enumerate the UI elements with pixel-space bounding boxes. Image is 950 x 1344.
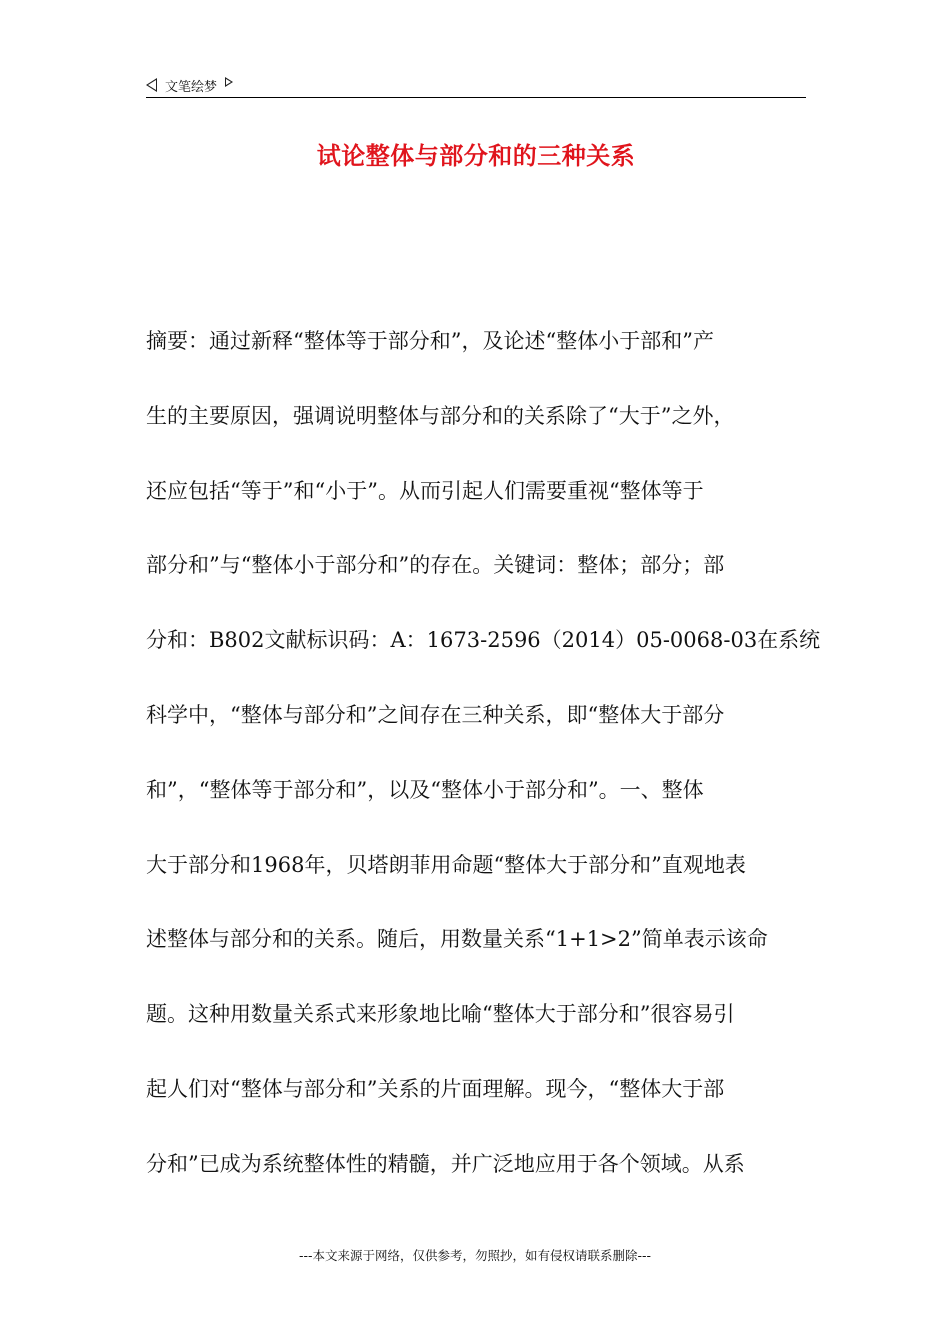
page-header — [146, 74, 806, 96]
body-line: 题。这种用数量关系式来形象地比喻“整体大于部分和”很容易引 — [146, 1002, 735, 1027]
body-line: 分和：B802文献标识码：A：1673-2596（2014）05-0068-03在系统 — [146, 628, 821, 653]
left-triangle-icon — [146, 78, 157, 92]
header-brand-text: 文笔绘梦 — [165, 79, 218, 95]
body-line: 和”，“整体等于部分和”，以及“整体小于部分和”。一、整体 — [146, 777, 704, 802]
document-body — [146, 318, 821, 1216]
page-footer: ---本文来源于网络，仅供参考，勿照抄，如有侵权请联系删除--- — [298, 1248, 652, 1263]
header-divider — [146, 97, 806, 98]
body-line: 生的主要原因，强调说明整体与部分和的关系除了“大于”之外， — [146, 403, 735, 428]
body-line: 摘要：通过新释“整体等于部分和”，及论述“整体小于部和”产 — [146, 329, 714, 353]
body-line: 还应包括“等于”和“小于”。从而引起人们需要重视“整体等于 — [146, 478, 704, 503]
body-line: 大于部分和1968年，贝塔朗菲用命题“整体大于部分和”直观地表 — [146, 852, 746, 877]
body-line: 起人们对“整体与部分和”关系的片面理解。现今，“整体大于部 — [146, 1076, 725, 1101]
document-title: 试论整体与部分和的三种关系 — [316, 142, 636, 170]
right-triangle-icon — [225, 77, 233, 87]
body-line: 述整体与部分和的关系。随后，用数量关系“1+1>2”简单表示该命 — [146, 927, 768, 952]
body-line: 分和”已成为系统整体性的精髓，并广泛地应用于各个领域。从系 — [146, 1151, 745, 1176]
body-line: 部分和”与“整体小于部分和”的存在。关键词：整体；部分；部 — [146, 553, 725, 578]
body-line: 科学中，“整体与部分和”之间存在三种关系，即“整体大于部分 — [146, 702, 725, 727]
